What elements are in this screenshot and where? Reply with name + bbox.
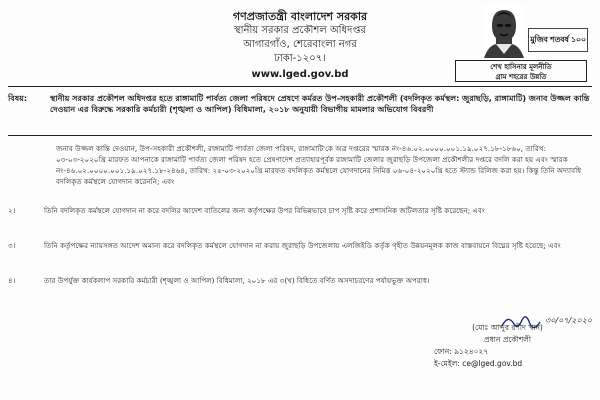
body-paragraph-1: জনাব উজ্জল কান্তি দেওয়ান, উপ-সহকারী প্রকৌশলী, রাঙ্গামাটি পার্বত্য জেলা পরিষদ, রাঙ্গামাটি'কে অত্র দপ্তরের স্মারক নং-৪৬.০২.০০০০.০০১.১৯.০২৭.১৮-১৮৬০, তারিখ: ০৩-০৩-২০২০খ্রি মারফত আপনাকে রাঙ্গামাটি পার্বত্য জেলা পরিষদ হতে প্রেষণাদেশ প্রত্যাহারপূর্বক রাঙ্গামাটি জেলার জুরাছড়ি উপজেলা প্রকৌশলীর দপ্তরে বদলি করা হয় এবং স্মারক নং-৪৬.০২.০০০০.০০১.১৯.০২৭.১৮-২৪৬৪, তারিখ: ২৫-০৩-২০২০খ্রি মারফত বদলিকৃত কর্মস্থলে যোগদানের নিমিত্ত ০৬-০৪-২০২০খ্রি হতে স্ট্যান্ড রিলিজ করা হয়। কিন্তু তিনি অদ্যাবধি বদলিকৃত কর্মস্থলে যোগদান করেননি; এবং — [56, 144, 582, 186]
mujib-logo: মুজিব শতবর্ষ ১০০ — [528, 28, 588, 52]
signatory-email[interactable]: ই-মেইল: ce@lged.gov.bd — [434, 359, 523, 368]
list-item-number: ২। — [8, 206, 16, 215]
signatory-block — [420, 322, 595, 370]
signatory-phone: ফোন: ৯১২৪০২৭ — [434, 347, 489, 356]
signature-date: ৩০/০৭/২০২০ — [545, 316, 593, 325]
signatory-name: (মোঃ আব্দুর রশীদ খান) — [472, 323, 543, 332]
department-name: স্থানীয় সরকার প্রকৌশল অধিদপ্তর — [233, 25, 367, 36]
portrait-icon — [482, 4, 526, 58]
divider — [8, 135, 592, 136]
slogan-line-2: গ্রাম শহরের উন্নতি — [495, 73, 547, 81]
government-name: গণপ্রজাতন্ত্রী বাংলাদেশ সরকার — [232, 10, 368, 23]
address-line: আগারগাঁও, শেরেবাংলা নগর — [243, 39, 357, 50]
list-item-text: তিনি বদলিকৃত কর্মস্থলে যোগদান না করে বদলির আদেশ বাতিলের জন্য কর্তৃপক্ষের উপর বিভিন্নভাবে চাপ সৃষ্টি করে প্রশাসনিক জটিলতার সৃষ্টি করেছেন; এবং — [44, 206, 485, 215]
subject-label: বিষয়: — [8, 94, 28, 103]
slogan-line-1: শেখ হাসিনার মূলনীতি — [490, 63, 552, 71]
divider — [8, 86, 592, 87]
mujib-centenary-emblem — [478, 4, 588, 60]
list-item-number: ৩। — [8, 241, 16, 250]
signatory-designation: প্রধান প্রকৌশলী — [483, 335, 531, 344]
slogan-box — [455, 60, 587, 82]
subject-text: স্থানীয় সরকার প্রকৌশল অধিদপ্তর হতে রাঙ্গামাটি পার্বত্য জেলা পরিষদে প্রেষণে কর্মরত উপ-সহকারী প্রকৌশলী (বদলিকৃত কর্মস্থল: জুরাছড়ি, রাঙ্গামাটি) জনাব উজ্জল কান্তি দেওয়ান এর বিরুদ্ধে সরকারি কর্মচারী (শৃঙ্খলা ও আপিল) বিধিমালা, ২০১৮ অনুযায়ী বিভাগীয় মামলার অভিযোগ বিবরণী — [50, 94, 590, 114]
list-item-number: ৪। — [8, 276, 16, 285]
list-item-text: তিনি কর্তৃপক্ষের ন্যায়সঙ্গত আদেশ অমান্য করে বদলিকৃত কর্মস্থলে যোগদান না করায় জুরাছড়ি উপজেলায় এলজিইডি কর্তৃক গৃহীত উন্নয়নমূলক কাজ বাস্তবায়নে বিঘ্নের সৃষ্টি হয়েছে; এবং — [44, 241, 561, 250]
city-line: ঢাকা-১২০৭। — [274, 53, 326, 64]
website-link[interactable]: www.lged.gov.bd — [251, 69, 349, 80]
letterhead — [150, 10, 450, 82]
list-item-text: তার উপর্যুক্ত কার্যকলাপ সরকারি কর্মচারী (শৃঙ্খলা ও আপিল) বিধিমালা, ২০১৮ এর ৩(খ) বিধিতে বর্ণিত অসদাচরণের পর্যায়ভুক্ত অপরাধ। — [44, 276, 430, 285]
